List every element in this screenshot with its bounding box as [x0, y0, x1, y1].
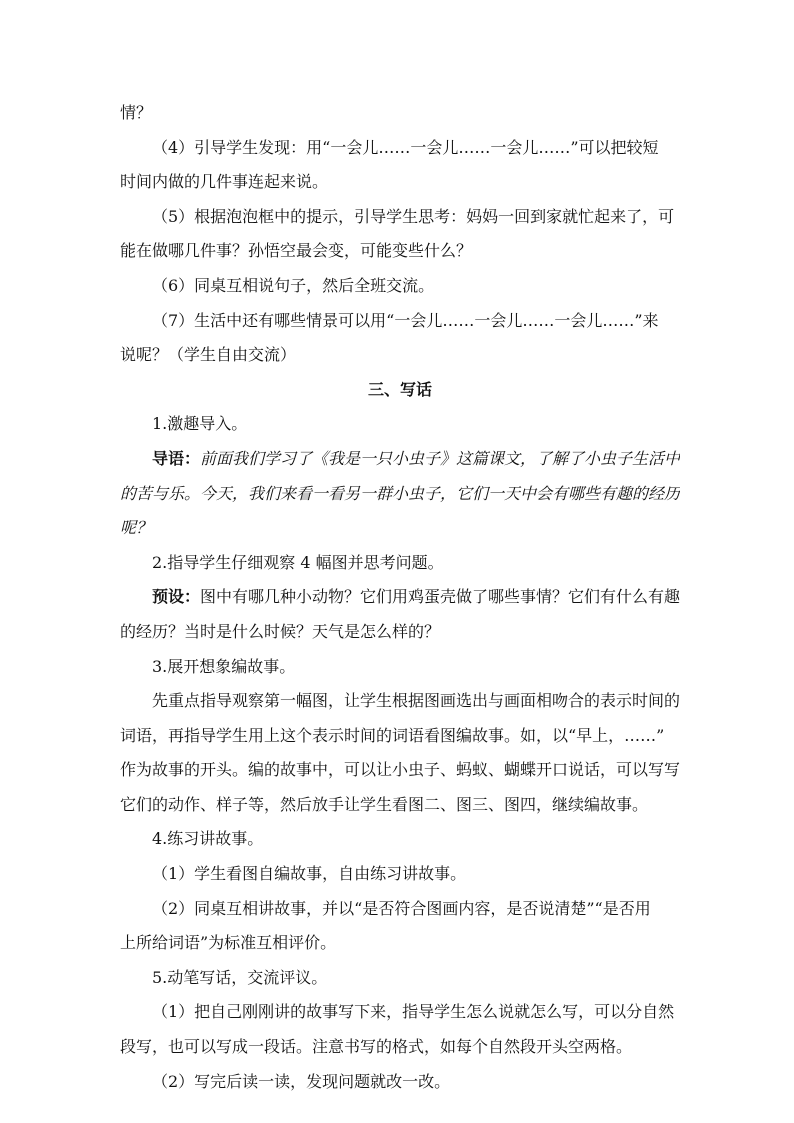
- text-line: 它们的动作、样子等，然后放手让学生看图二、图三、图四，继续编故事。: [120, 794, 649, 814]
- text-line: 情？: [120, 103, 153, 122]
- text-line: 3.展开想象编故事。: [152, 656, 296, 676]
- text-line: 时间内做的几件事连起来说。: [120, 172, 329, 192]
- text-line: 的苦与乐。今天，我们来看一看另一群小虫子，它们一天中会有哪些有趣的经历: [120, 483, 680, 503]
- text-line: 先重点指导观察第一幅图，让学生根据图画选出与画面相吻合的表示时间的: [152, 691, 680, 711]
- text-line: [120, 442, 680, 477]
- text-line: （4）引导学生发现：用“一会儿……一会儿……一会儿……”可以把较短: [152, 137, 659, 157]
- text-span: 前面我们学习了《我是一只小虫子》这篇课文，了解了小虫子生活中: [200, 448, 680, 468]
- text-line: 段写，也可以写成一段话。注意书写的格式，如每个自然段开头空两格。: [120, 1037, 633, 1057]
- text-line: （1）学生看图自编故事，自由练习讲故事。: [152, 864, 467, 884]
- text-line: 说呢？（学生自由交流）: [120, 345, 297, 365]
- text-line: 能在做哪几件事？孙悟空最会变，可能变些什么？: [120, 241, 473, 261]
- text-line: 2.指导学生仔细观察 4 幅图并思考问题。: [152, 552, 444, 572]
- text-line: [120, 580, 680, 615]
- document-page: [120, 96, 680, 1099]
- text-line: （7）生活中还有哪些情景可以用“一会儿……一会儿……一会儿……”来: [152, 310, 659, 330]
- text-line: 呢？: [120, 518, 153, 538]
- text-span: 图中有哪几种小动物？它们用鸡蛋壳做了哪些事情？它们有什么有趣: [200, 587, 680, 607]
- text-line: （6）同桌互相说句子，然后全班交流。: [152, 275, 435, 295]
- text-line: 5.动笔写话，交流评议。: [152, 967, 328, 987]
- text-line: 4.练习讲故事。: [152, 829, 264, 849]
- text-line: 上所给词语”为标准互相评价。: [120, 933, 337, 953]
- text-line: 的经历？当时是什么时候？天气是怎么样的？: [120, 621, 441, 641]
- text-line: （2）写完后读一读，发现问题就改一改。: [152, 1071, 451, 1091]
- text-line: （5）根据泡泡框中的提示，引导学生思考：妈妈一回到家就忙起来了，可: [152, 206, 675, 226]
- text-line: 作为故事的开头。编的故事中，可以让小虫子、蚂蚁、蝴蝶开口说话，可以写写: [120, 760, 680, 780]
- text-line: 1.激趣导入。: [152, 414, 248, 434]
- text-line: （2）同桌互相讲故事，并以“是否符合图画内容，是否说清楚”“是否用: [152, 898, 651, 918]
- text-line: （1）把自己刚刚讲的故事写下来，指导学生怎么说就怎么写，可以分自然: [152, 1002, 675, 1022]
- label-yushe: 预设：: [152, 587, 201, 607]
- text-line: 词语，再指导学生用上这个表示时间的词语看图编故事。如，以“早上，……”: [120, 725, 665, 745]
- section-heading: 三、写话: [367, 379, 432, 399]
- label-daoyu: 导语：: [152, 448, 201, 468]
